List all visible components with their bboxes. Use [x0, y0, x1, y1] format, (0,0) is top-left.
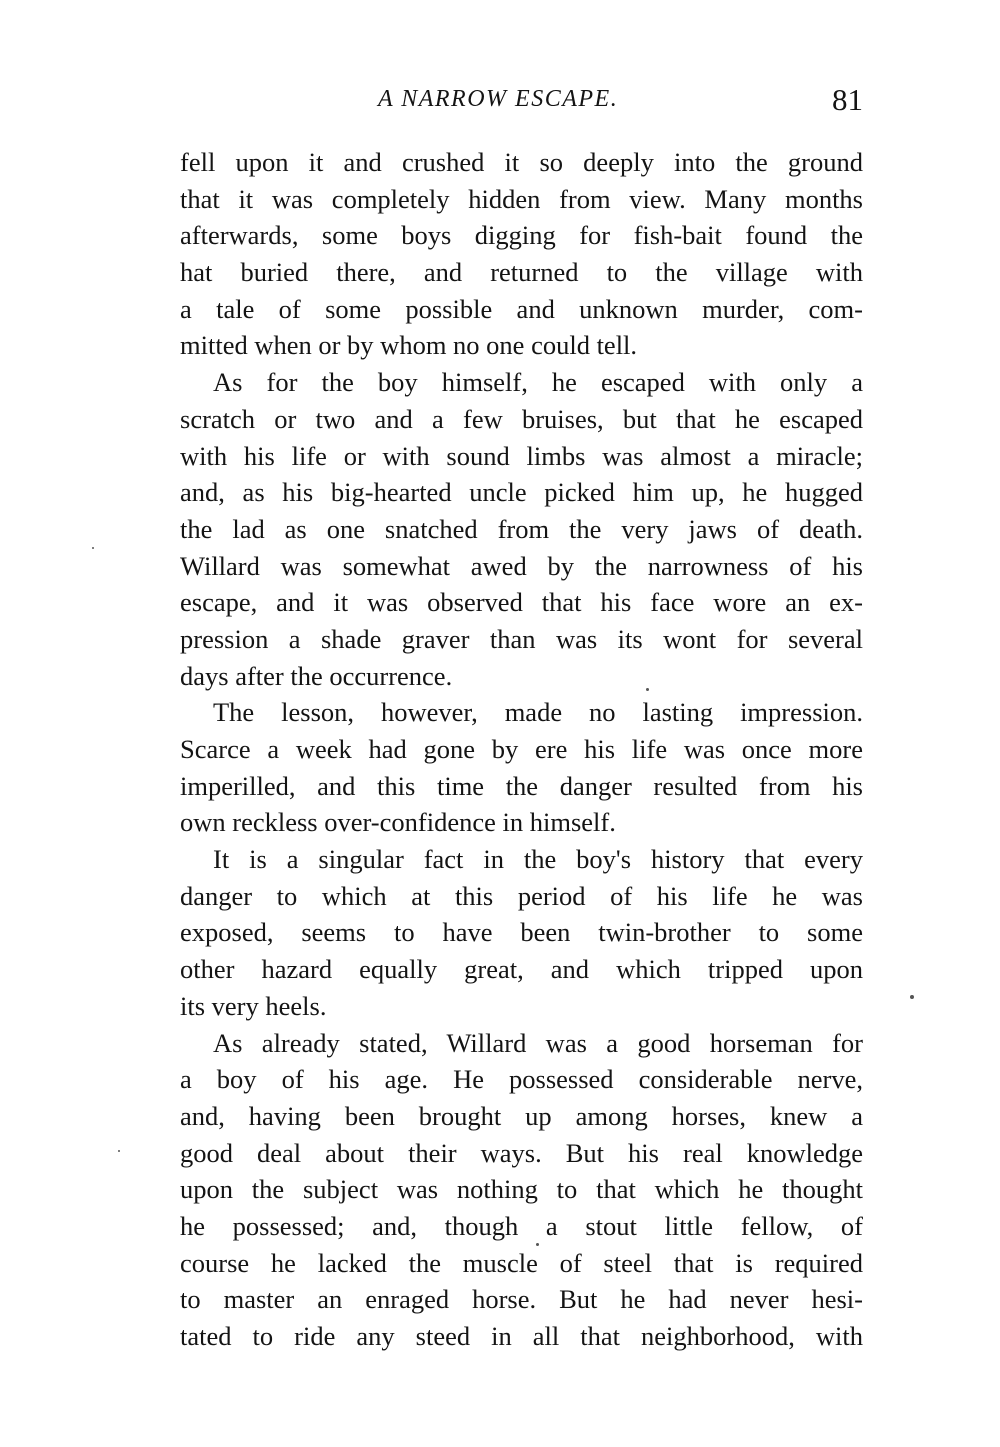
text-line: and, as his big-hearted uncle picked him up, he hugged: [180, 477, 863, 508]
text-line: a boy of his age. He possessed considerable nerve,: [180, 1064, 863, 1095]
text-line: exposed, seems to have been twin-brother to some: [180, 917, 863, 948]
text-line: As for the boy himself, he escaped with only a: [213, 367, 863, 398]
ink-speck: [910, 995, 914, 999]
text-line: its very heels.: [180, 990, 327, 1021]
text-line: imperilled, and this time the danger resulted from his: [180, 770, 863, 801]
text-line: with his life or with sound limbs was almost a miracle;: [180, 440, 863, 471]
text-line: scratch or two and a few bruises, but that he escaped: [180, 403, 863, 434]
text-line: danger to which at this period of his life he was: [180, 880, 863, 911]
text-line: escape, and it was observed that his face wore an ex-: [180, 587, 863, 618]
text-line: a tale of some possible and unknown murder, com-: [180, 293, 863, 324]
text-line: he possessed; and, though a stout little fellow, of: [180, 1210, 863, 1241]
text-line: that it was completely hidden from view. Many months: [180, 183, 863, 214]
running-title: A NARROW ESCAPE.: [378, 86, 619, 112]
text-line: pression a shade graver than was its wont for several: [180, 623, 863, 654]
text-line: good deal about their ways. But his real knowledge: [180, 1137, 863, 1168]
text-line: Scarce a week had gone by ere his life was once more: [180, 734, 863, 764]
text-line: It is a singular fact in the boy's history that every: [213, 844, 863, 875]
text-line: own reckless over-confidence in himself.: [180, 807, 616, 838]
text-line: As already stated, Willard was a good horseman for: [213, 1027, 863, 1058]
text-line: upon the subject was nothing to that which he thought: [180, 1174, 863, 1205]
text-line: afterwards, some boys digging for fish-bait found the: [180, 220, 863, 251]
text-line: to master an enraged horse. But he had never hesi-: [180, 1284, 863, 1315]
text-line: hat buried there, and returned to the village with: [180, 257, 863, 288]
text-line: mitted when or by whom no one could tell.: [180, 330, 638, 361]
text-line: other hazard equally great, and which tripped upon: [180, 954, 863, 985]
text-line: fell upon it and crushed it so deeply into the ground: [180, 147, 863, 177]
text-line: Willard was somewhat awed by the narrowness of his: [180, 550, 863, 581]
body-text: [180, 144, 863, 1355]
text-line: the lad as one snatched from the very jaws of death.: [180, 513, 863, 544]
ink-speck: [92, 547, 94, 549]
ink-speck: [118, 1150, 120, 1152]
ink-speck: [536, 1243, 539, 1246]
text-line: and, having been brought up among horses, knew a: [180, 1100, 863, 1131]
text-line: tated to ride any steed in all that neighborhood, with: [180, 1321, 863, 1351]
running-head: [180, 82, 863, 126]
text-line: days after the occurrence.: [180, 660, 453, 691]
text-line: The lesson, however, made no lasting impression.: [213, 697, 863, 728]
page-number: 81: [832, 82, 863, 117]
ink-speck: [646, 688, 649, 691]
text-line: course he lacked the muscle of steel that is required: [180, 1247, 863, 1278]
